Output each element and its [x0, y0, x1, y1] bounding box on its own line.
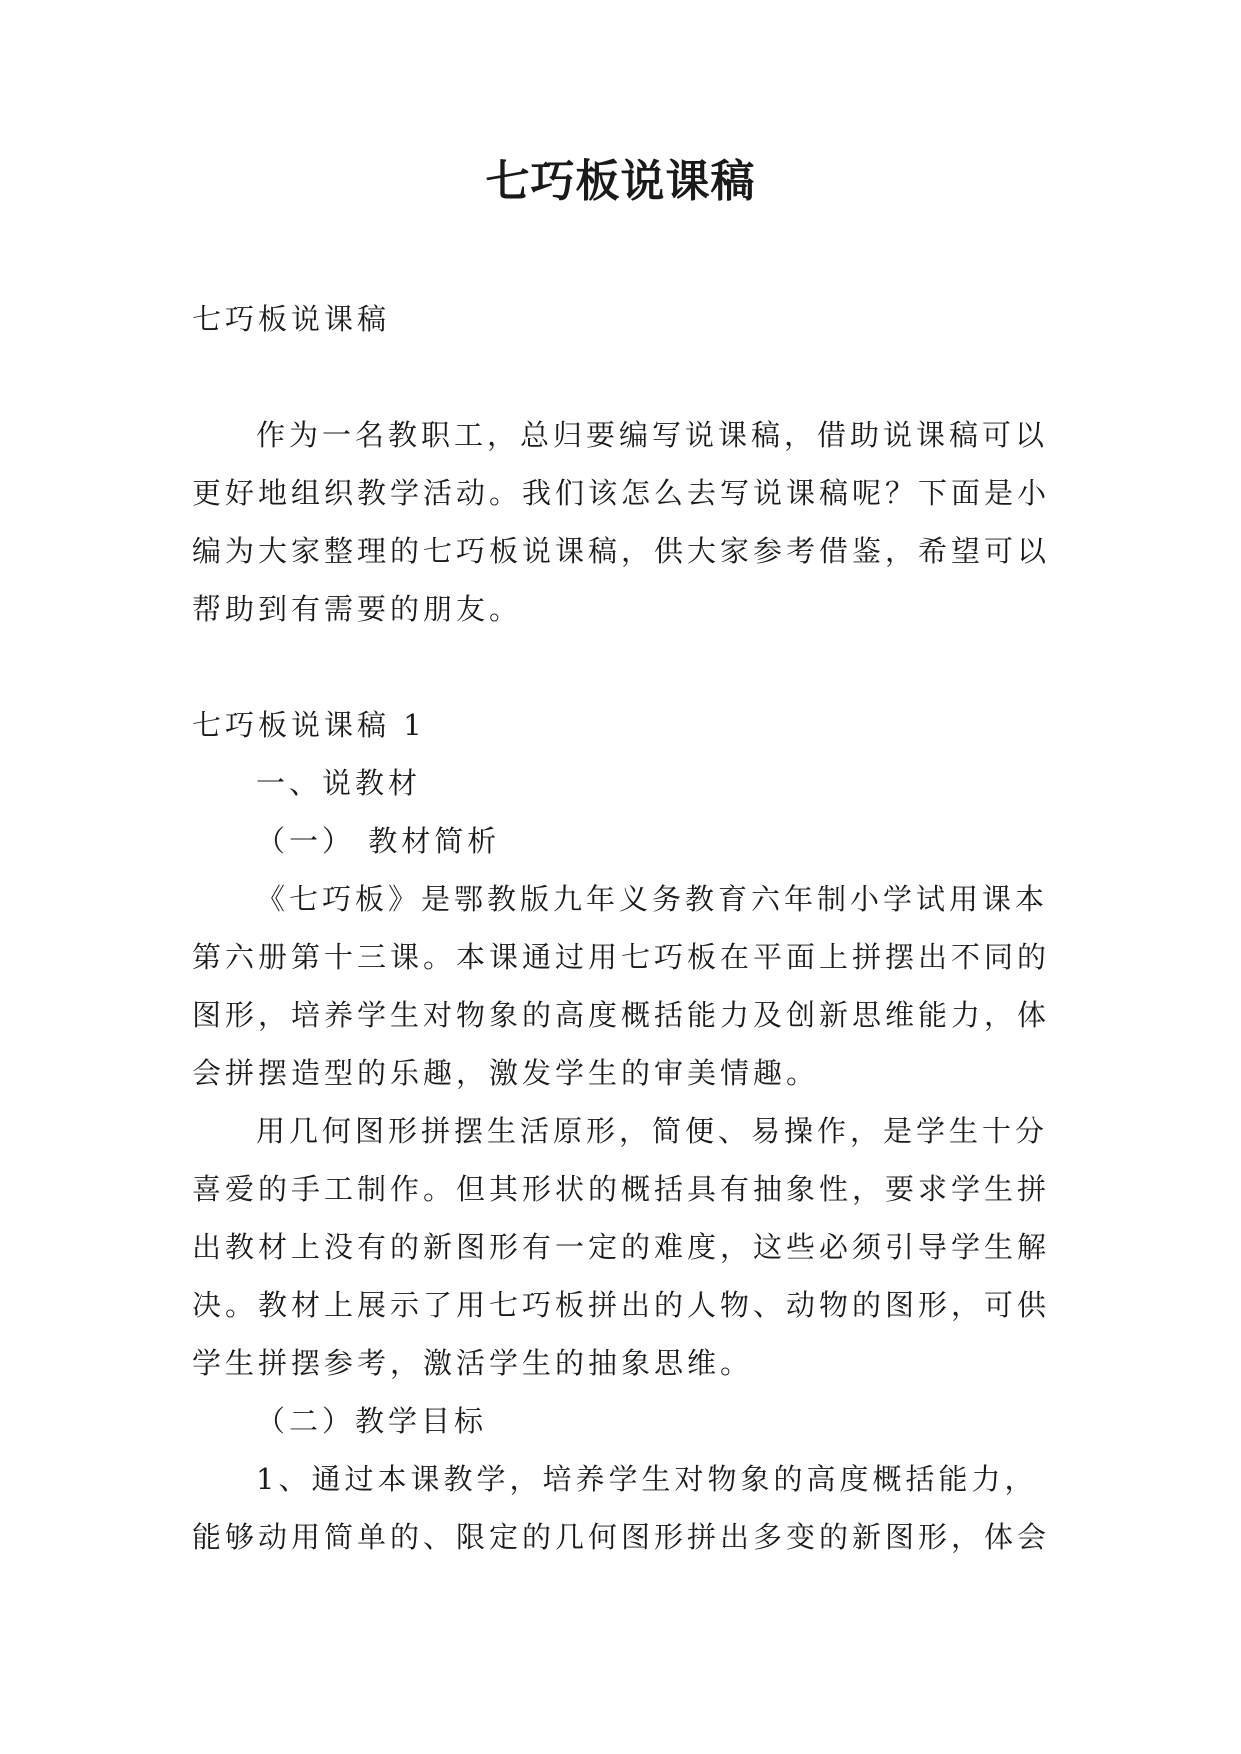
intro-line: 编为大家整理的七巧板说课稿，供大家参考借鉴，希望可以 [192, 534, 1051, 568]
paragraph-line: 喜爱的手工制作。但其形状的概括具有抽象性，要求学生拼 [192, 1172, 1051, 1206]
paragraph-goals [192, 1450, 1052, 1566]
paragraph-line: 图形，培养学生对物象的高度概括能力及创新思维能力，体 [192, 998, 1051, 1032]
intro-line: 更好地组织教学活动。我们该怎么去写说课稿呢？下面是小 [192, 476, 1051, 510]
heading-teaching-goals: （二）教学目标 [256, 1404, 488, 1438]
paragraph-line: 能够动用简单的、限定的几何图形拼出多变的新图形，体会 [192, 1520, 1051, 1554]
document-body [192, 290, 1052, 1566]
paragraph-line: 第六册第十三课。本课通过用七巧板在平面上拼摆出不同的 [192, 940, 1051, 974]
section-title: 七巧板说课稿 1 [192, 708, 426, 742]
heading-teaching-material: 一、说教材 [256, 766, 422, 800]
paragraph-line: 《七巧板》是鄂教版九年义务教育六年制小学试用课本 [256, 882, 1049, 916]
intro-paragraph [192, 406, 1052, 638]
paragraph-line: 学生拼摆参考，激活学生的抽象思维。 [192, 1346, 754, 1380]
subtitle: 七巧板说课稿 [192, 302, 391, 336]
paragraph-line: 1、通过本课教学，培养学生对物象的高度概括能力， [256, 1462, 1038, 1496]
paragraph-line: 用几何图形拼摆生活原形，简便、易操作，是学生十分 [256, 1114, 1049, 1148]
paragraph-line: 决。教材上展示了用七巧板拼出的人物、动物的图形，可供 [192, 1288, 1051, 1322]
paragraph-geometry [192, 1102, 1052, 1392]
document-title: 七巧板说课稿 [485, 156, 756, 207]
paragraph-line: 出教材上没有的新图形有一定的难度，这些必须引导学生解 [192, 1230, 1051, 1264]
paragraph-line: 会拼摆造型的乐趣，激发学生的审美情趣。 [192, 1056, 820, 1090]
intro-line: 帮助到有需要的朋友。 [192, 592, 523, 626]
intro-line: 作为一名教职工，总归要编写说课稿，借助说课稿可以 [256, 418, 1049, 452]
heading-material-analysis: （一） 教材简析 [256, 824, 501, 858]
paragraph-material-analysis [192, 870, 1052, 1102]
